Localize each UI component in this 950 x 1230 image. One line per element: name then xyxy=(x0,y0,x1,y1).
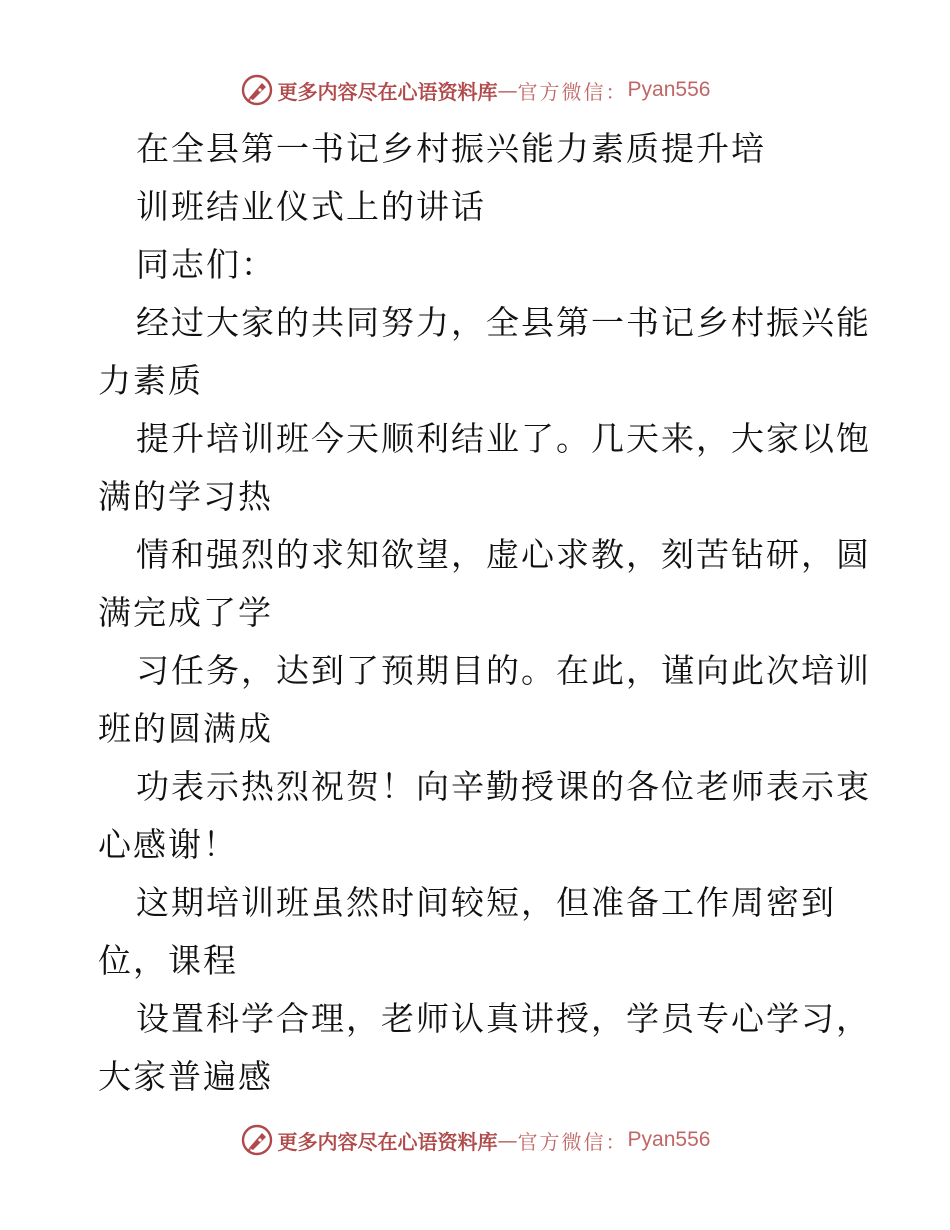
paragraph-line: 位，课程 xyxy=(98,941,238,980)
paragraph-line: 满的学习热 xyxy=(98,477,273,516)
footer-banner xyxy=(0,1120,950,1160)
paragraph-line: 满完成了学 xyxy=(98,593,273,632)
banner-subtitle: 官方微信： xyxy=(517,79,628,104)
paragraph-line: 班的圆满成 xyxy=(98,709,273,748)
document-title-line: 在全县第一书记乡村振兴能力素质提升培 xyxy=(136,129,766,168)
paragraph-line: 这期培训班虽然时间较短，但准备工作周密到 xyxy=(136,883,836,922)
paragraph-line: 同志们： xyxy=(136,245,276,284)
paragraph-line: 情和强烈的求知欲望，虚心求教，刻苦钻研，圆 xyxy=(136,535,871,574)
paragraph-line: 大家普遍感 xyxy=(98,1057,273,1096)
document-body xyxy=(98,120,871,1106)
document-title-line: 训班结业仪式上的讲话 xyxy=(136,187,486,226)
paragraph-line: 力素质 xyxy=(98,361,203,400)
banner-dash: — xyxy=(497,1128,518,1152)
banner-title: 更多内容尽在心语资料库 xyxy=(277,1129,498,1154)
banner-wechat-id: Pyan556 xyxy=(627,78,711,101)
banner-wechat-id: Pyan556 xyxy=(627,1128,711,1151)
paragraph-line: 心感谢！ xyxy=(98,825,238,864)
paragraph-line: 经过大家的共同努力，全县第一书记乡村振兴能 xyxy=(136,303,871,342)
header-banner xyxy=(0,70,950,110)
pen-logo-icon xyxy=(240,73,274,107)
banner-dash: — xyxy=(497,78,518,102)
banner-subtitle: 官方微信： xyxy=(517,1129,628,1154)
paragraph-line: 设置科学合理，老师认真讲授，学员专心学习， xyxy=(136,999,871,1038)
paragraph-line: 功表示热烈祝贺！向辛勤授课的各位老师表示衷 xyxy=(136,767,871,806)
banner-title: 更多内容尽在心语资料库 xyxy=(277,79,498,104)
pen-logo-icon xyxy=(240,1123,274,1157)
paragraph-line: 提升培训班今天顺利结业了。几天来，大家以饱 xyxy=(136,419,871,458)
paragraph-line: 习任务，达到了预期目的。在此，谨向此次培训 xyxy=(136,651,871,690)
